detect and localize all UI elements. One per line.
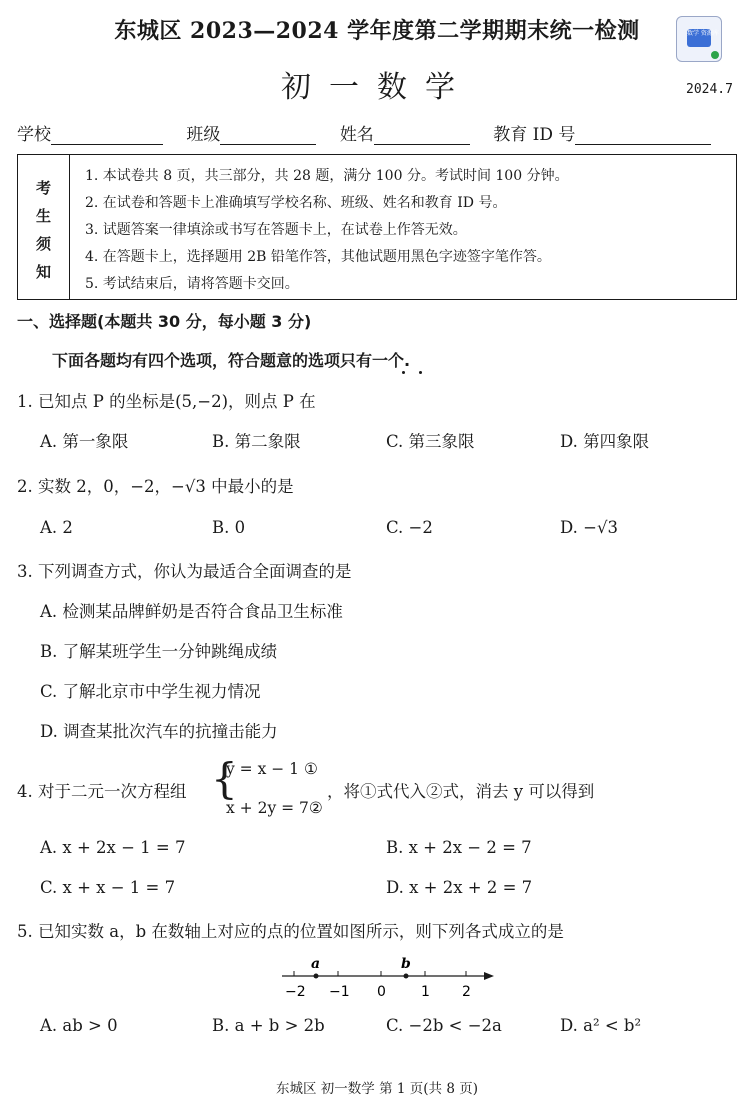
question-4-stem-suffix: ，将①式代入②式，消去 y 可以得到: [327, 782, 595, 801]
q1-option-b[interactable]: B. 第二象限: [212, 432, 301, 451]
class-field[interactable]: [220, 126, 316, 145]
q2-option-b[interactable]: B. 0: [212, 518, 246, 537]
tick-label: 2: [462, 984, 471, 1000]
notice-item: 3. 试题答案一律填涂或书写在答题卡上，在试卷上作答无效。: [85, 222, 467, 238]
point-a-label: a: [311, 956, 321, 972]
q4-option-c[interactable]: C. x + x − 1 = 7: [40, 878, 176, 897]
school-field[interactable]: [51, 126, 163, 145]
tick-label: 1: [421, 984, 430, 1000]
field-label-school: 学校: [17, 125, 51, 145]
exam-date: 2024.7: [686, 82, 733, 97]
emphasis-dot: [402, 371, 405, 374]
education-id-field[interactable]: [575, 126, 711, 145]
page-footer: 东城区 初一数学 第 1 页(共 8 页): [276, 1081, 478, 1097]
exam-title: 东城区 2023—2024 学年度第二学期期末统一检测: [114, 18, 640, 44]
q1-option-d[interactable]: D. 第四象限: [560, 432, 650, 451]
q2-option-d[interactable]: D. −√3: [560, 518, 618, 537]
equation-2: x + 2y = 7②: [226, 799, 323, 817]
q3-option-b[interactable]: B. 了解某班学生一分钟跳绳成绩: [40, 642, 278, 661]
q2-option-c[interactable]: C. −2: [386, 518, 433, 537]
field-label-class: 班级: [186, 125, 221, 145]
question-4-stem-prefix: 4. 对于二元一次方程组: [17, 782, 187, 801]
section-instructions: 下面各题均有四个选项，符合题意的选项只有一个.: [52, 351, 411, 370]
notice-item: 2. 在试卷和答题卡上准确填写学校名称、班级、姓名和教育 ID 号。: [85, 195, 507, 211]
tick-label: −2: [285, 984, 306, 1000]
tick-label: 0: [377, 984, 386, 1000]
emphasis-dot: [419, 371, 422, 374]
q3-option-a[interactable]: A. 检测某品牌鲜奶是否符合食品卫生标准: [40, 602, 343, 621]
tick-label: −1: [329, 984, 350, 1000]
point-a-dot: [314, 974, 319, 979]
notice-item: 5. 考试结束后，请将答题卡交回。: [85, 276, 299, 292]
subject-title: 初一数学: [281, 70, 473, 105]
q5-option-c[interactable]: C. −2b < −2a: [386, 1016, 502, 1035]
arrow-right-icon: [484, 972, 494, 980]
field-label-name: 姓名: [339, 125, 374, 145]
exam-notice-box: [17, 154, 737, 300]
field-label-id: 教育 ID 号: [493, 125, 576, 145]
q5-option-a[interactable]: A. ab > 0: [40, 1016, 118, 1035]
section-heading: 一、选择题(本题共 30 分，每小题 3 分): [17, 312, 312, 331]
notice-label: 考 生 须 知: [18, 155, 70, 299]
student-info-row: [17, 120, 711, 145]
q4-option-b[interactable]: B. x + 2x − 2 = 7: [386, 838, 532, 857]
name-field[interactable]: [374, 126, 470, 145]
q4-option-a[interactable]: A. x + 2x − 1 = 7: [40, 838, 186, 857]
qr-label: 数学 资源库: [687, 30, 719, 37]
q5-option-b[interactable]: B. a + b > 2b: [212, 1016, 325, 1035]
notice-item: 4. 在答题卡上，选择题用 2B 铅笔作答，其他试题用黑色字迹签字笔作答。: [85, 249, 551, 265]
point-b-dot: [404, 974, 409, 979]
equation-1: y = x − 1 ①: [226, 760, 318, 778]
notice-item: 1. 本试卷共 8 页，共三部分，共 28 题，满分 100 分。考试时间 100 分钟。: [85, 168, 569, 184]
number-line-figure: [280, 954, 500, 1002]
q1-option-a[interactable]: A. 第一象限: [40, 432, 129, 451]
q3-option-d[interactable]: D. 调查某批次汽车的抗撞击能力: [40, 722, 278, 741]
q4-option-d[interactable]: D. x + 2x + 2 = 7: [386, 878, 533, 897]
q2-option-a[interactable]: A. 2: [40, 518, 73, 537]
equation-brace: {: [211, 754, 238, 803]
qr-code-icon: [676, 16, 722, 62]
q5-option-d[interactable]: D. a² < b²: [560, 1016, 642, 1035]
question-5-stem: 5. 已知实数 a，b 在数轴上对应的点的位置如图所示，则下列各式成立的是: [17, 922, 564, 941]
q1-option-c[interactable]: C. 第三象限: [386, 432, 475, 451]
point-b-label: b: [401, 956, 411, 972]
question-3-stem: 3. 下列调查方式，你认为最适合全面调查的是: [17, 562, 352, 581]
q3-option-c[interactable]: C. 了解北京市中学生视力情况: [40, 682, 261, 701]
question-2-stem: 2. 实数 2，0，−2，−√3 中最小的是: [17, 477, 294, 496]
question-1-stem: 1. 已知点 P 的坐标是(5,−2)，则点 P 在: [17, 392, 316, 411]
